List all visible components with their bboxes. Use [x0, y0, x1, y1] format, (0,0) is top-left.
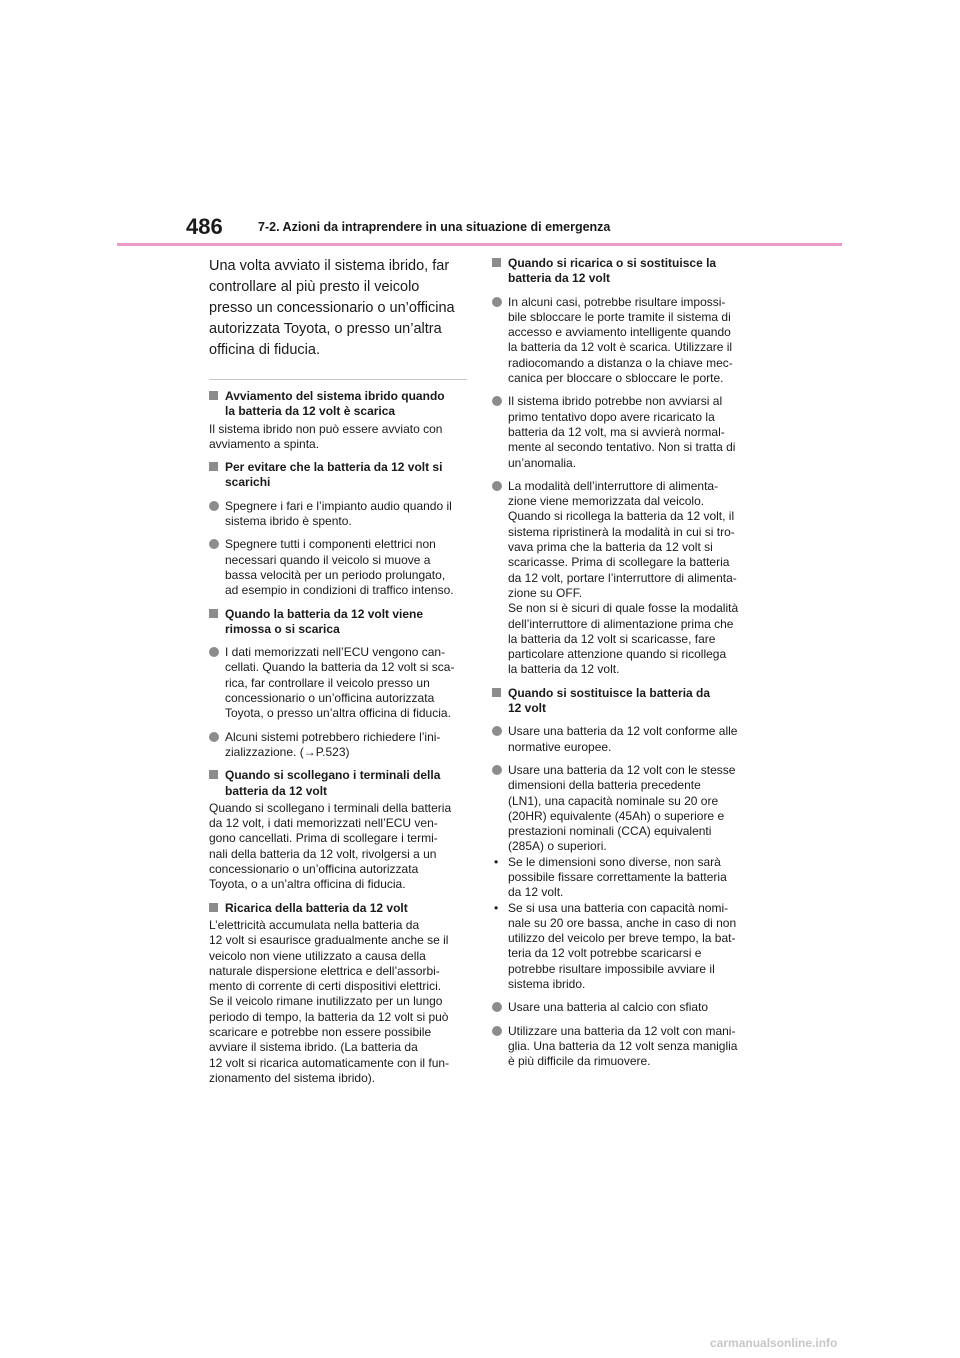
text-line: Toyota, o presso un’altra officina di fiducia.: [225, 706, 451, 721]
intro-line: officina di fiducia.: [209, 342, 320, 358]
list-item: [209, 537, 467, 598]
text-line: Spegnere tutti i componenti elettrici non: [225, 537, 436, 552]
text-line: (285A) o superiori.: [508, 839, 607, 854]
section-heading: [209, 768, 467, 799]
circle-bullet-icon: [492, 297, 502, 307]
text-line: potrebbe risultare impossibile avviare il: [508, 961, 715, 976]
text-line: La modalità dell’interruttore di alimenta-: [508, 478, 719, 493]
text-line: da 12 volt.: [508, 885, 564, 900]
text-line: da 12 volt, i dati memorizzati nell’ECU ven-: [209, 816, 438, 831]
text-line: dell’interruttore di alimentazione prima che: [508, 616, 734, 631]
text-line: nali della batteria da 12 volt, rivolgersi a un: [209, 846, 437, 861]
text-line: Quando si ricollega la batteria da 12 volt, il: [508, 509, 735, 524]
circle-bullet-icon: [209, 539, 219, 549]
square-bullet-icon: [209, 903, 218, 912]
text-line: Alcuni sistemi potrebbero richiedere l’ini-: [225, 729, 441, 744]
text-line: Se si usa una batteria con capacità nomi-: [508, 900, 729, 915]
text-line: zionamento del sistema ibrido).: [209, 1070, 376, 1085]
section-heading: [209, 901, 467, 916]
circle-bullet-icon: [492, 765, 502, 775]
text-line: gono cancellati. Prima di scollegare i termi-: [209, 831, 438, 846]
list-item: [492, 763, 750, 855]
section-title: 7-2. Azioni da intraprendere in una situazione di emergenza: [258, 220, 611, 234]
text-line: particolare attenzione quando si ricollega: [508, 647, 727, 662]
sub-list-item: [492, 855, 750, 901]
text-line: da 12 volt, portare l’interruttore di alimenta-: [508, 570, 737, 585]
text-line: 12 volt si ricarica automaticamente con il fun-: [209, 1055, 450, 1070]
text-line: Toyota, o a un’altra officina di fiducia.: [209, 877, 406, 892]
text-line: canica per bloccare o sbloccare le porte.: [508, 371, 724, 386]
text-line: Se non si è sicuri di quale fosse la modalità: [508, 601, 739, 616]
body-paragraph: [209, 918, 467, 1086]
square-bullet-icon: [492, 688, 501, 697]
text-line: è più difficile da rimuovere.: [508, 1054, 651, 1069]
watermark-text: carmanualsonline.info: [710, 1336, 838, 1350]
intro-line: Una volta avviato il sistema ibrido, far: [209, 258, 450, 274]
text-line: (20HR) equivalente (45Ah) o superiore e: [508, 808, 725, 823]
list-item: [492, 1024, 750, 1070]
text-line: bile sbloccare le porte tramite il sistema di: [508, 309, 731, 324]
text-line: un’anomalia.: [508, 455, 577, 470]
header-divider: [117, 243, 842, 246]
text-line: scaricasse. Prima di scollegare la batteria: [508, 555, 730, 570]
circle-bullet-icon: [492, 1026, 502, 1036]
text-line: bassa velocità per un periodo prolungato,: [225, 567, 446, 582]
circle-bullet-icon: [492, 481, 502, 491]
square-bullet-icon: [209, 391, 218, 400]
text-line: avviamento a spinta.: [209, 436, 320, 451]
text-line: sistema ibrido è spento.: [225, 514, 352, 529]
text-line: nale su 20 ore bassa, anche in caso di non: [508, 915, 737, 930]
text-line: veicolo non viene utilizzato a causa della: [209, 948, 426, 963]
text-line: naturale dispersione elettrica e dell’assorbi-: [209, 963, 440, 978]
text-line: necessari quando il veicolo si muove a: [225, 552, 431, 567]
intro-line: controllare al più presto il veicolo: [209, 279, 420, 295]
list-item: [209, 499, 467, 530]
text-line: Usare una batteria al calcio con sfiato: [508, 1000, 709, 1015]
list-item: [492, 479, 750, 678]
circle-bullet-icon: [492, 1002, 502, 1012]
text-line: concessionario o un’officina autorizzata: [225, 691, 435, 706]
heading-line: 12 volt: [508, 701, 547, 716]
square-bullet-icon: [209, 462, 218, 471]
text-line: (LN1), una capacità nominale su 20 ore: [508, 793, 719, 808]
square-bullet-icon: [209, 609, 218, 618]
body-paragraph: [209, 801, 467, 893]
text-line: I dati memorizzati nell’ECU vengono can-: [225, 645, 446, 660]
text-line: radiocomando a distanza o la chiave mec-: [508, 355, 733, 370]
text-line: dimensioni della batteria precedente: [508, 778, 701, 793]
intro-line: autorizzata Toyota, o presso un’altra: [209, 321, 442, 337]
text-line: Quando si scollegano i terminali della batteria: [209, 800, 452, 815]
text-line: avviare il sistema ibrido. (La batteria da: [209, 1040, 418, 1055]
text-line: Il sistema ibrido non può essere avviato con: [209, 421, 443, 436]
text-line: primo tentativo dopo avere ricaricato la: [508, 409, 715, 424]
heading-line: Quando si ricarica o si sostituisce la: [508, 256, 717, 270]
list-item: [492, 295, 750, 387]
text-line: Utilizzare una batteria da 12 volt con mani-: [508, 1023, 736, 1038]
text-line: rica, far controllare il veicolo presso un: [225, 675, 430, 690]
list-item: [492, 1000, 750, 1015]
text-line: 12 volt si esaurisce gradualmente anche se il: [209, 933, 449, 948]
text-line: zione su OFF.: [508, 585, 583, 600]
section-heading: [492, 686, 750, 717]
section-heading: [209, 460, 467, 491]
text-line: glia. Una batteria da 12 volt senza maniglia: [508, 1038, 738, 1053]
text-line: mente al secondo tentativo. Non si tratta di: [508, 440, 736, 455]
list-item: [209, 645, 467, 721]
intro-paragraph: [209, 256, 467, 361]
list-item: [209, 730, 467, 761]
text-line: accesso e avviamento intelligente quando: [508, 325, 731, 340]
body-paragraph: [209, 422, 467, 453]
section-heading: [492, 256, 750, 287]
dot-bullet-icon: •: [494, 900, 499, 915]
heading-line: Quando la batteria da 12 volt viene: [225, 606, 424, 621]
list-item: [492, 394, 750, 470]
heading-line: Quando si sostituisce la batteria da: [508, 685, 711, 700]
text-line: periodo di tempo, la batteria da 12 volt si può: [209, 1009, 449, 1024]
text-line: Se il veicolo rimane inutilizzato per un lungo: [209, 994, 443, 1009]
heading-line: batteria da 12 volt: [508, 271, 611, 286]
circle-bullet-icon: [209, 647, 219, 657]
intro-line: presso un concessionario o un’officina: [209, 300, 455, 316]
intro-divider: [209, 379, 467, 380]
text-line: mento di corrente di certi dispositivi elettrici.: [209, 979, 442, 994]
square-bullet-icon: [209, 770, 218, 779]
square-bullet-icon: [492, 258, 501, 267]
heading-line: Quando si scollegano i terminali della: [225, 768, 441, 783]
text-line: Il sistema ibrido potrebbe non avviarsi al: [508, 394, 723, 409]
heading-line: Ricarica della batteria da 12 volt: [225, 900, 408, 915]
text-line: normative europee.: [508, 739, 612, 754]
text-line: batteria da 12 volt, ma si avvierà normal-: [508, 424, 725, 439]
text-line: la batteria da 12 volt si scaricasse, fare: [508, 631, 716, 646]
heading-line: la batteria da 12 volt è scarica: [225, 404, 396, 419]
text-line: sistema ripristinerà la modalità in cui si tro-: [508, 524, 735, 539]
circle-bullet-icon: [209, 732, 219, 742]
circle-bullet-icon: [492, 396, 502, 406]
page-reference-link[interactable]: zializzazione. (→P.523): [225, 744, 350, 759]
sub-list-item: [492, 901, 750, 993]
text-line: concessionario o un’officina autorizzata: [209, 862, 419, 877]
text-line: scaricare e potrebbe non essere possibile: [209, 1024, 432, 1039]
text-line: L’elettricità accumulata nella batteria da: [209, 917, 420, 932]
text-line: prestazioni nominali (CCA) equivalenti: [508, 824, 712, 839]
text-line: la batteria da 12 volt.: [508, 662, 620, 677]
text-line: In alcuni casi, potrebbe risultare impossi-: [508, 294, 726, 309]
text-line: Se le dimensioni sono diverse, non sarà: [508, 854, 721, 869]
circle-bullet-icon: [209, 501, 219, 511]
text-line: possibile fissare correttamente la batteria: [508, 869, 727, 884]
page-number: 486: [186, 214, 223, 239]
text-line: Spegnere i fari e l’impianto audio quando il: [225, 498, 452, 513]
section-heading: [209, 607, 467, 638]
circle-bullet-icon: [492, 726, 502, 736]
heading-line: scarichi: [225, 475, 271, 490]
left-column: [209, 256, 467, 1094]
heading-line: batteria da 12 volt: [225, 783, 328, 798]
heading-line: rimossa o si scarica: [225, 621, 340, 636]
text-line: cellati. Quando la batteria da 12 volt si sca-: [225, 660, 455, 675]
text-line: vava prima che la batteria da 12 volt si: [508, 540, 713, 555]
section-heading: [209, 389, 467, 420]
heading-line: Avviamento del sistema ibrido quando: [225, 389, 445, 403]
text-line: Usare una batteria da 12 volt conforme alle: [508, 724, 738, 739]
text-line: sistema ibrido.: [508, 977, 586, 992]
list-item: [492, 724, 750, 755]
text-line: Usare una batteria da 12 volt con le stesse: [508, 762, 736, 777]
text-line: utilizzo del veicolo per breve tempo, la bat-: [508, 931, 736, 946]
heading-line: Per evitare che la batteria da 12 volt si: [225, 460, 443, 475]
right-column: [492, 256, 750, 1078]
text-line: teria da 12 volt potrebbe scaricarsi e: [508, 946, 702, 961]
text-line: ad esempio in condizioni di traffico intenso.: [225, 583, 454, 598]
dot-bullet-icon: •: [494, 854, 499, 869]
text-line: zione viene memorizzata dal veicolo.: [508, 494, 705, 509]
text-line: la batteria da 12 volt è scarica. Utilizzare il: [508, 340, 733, 355]
